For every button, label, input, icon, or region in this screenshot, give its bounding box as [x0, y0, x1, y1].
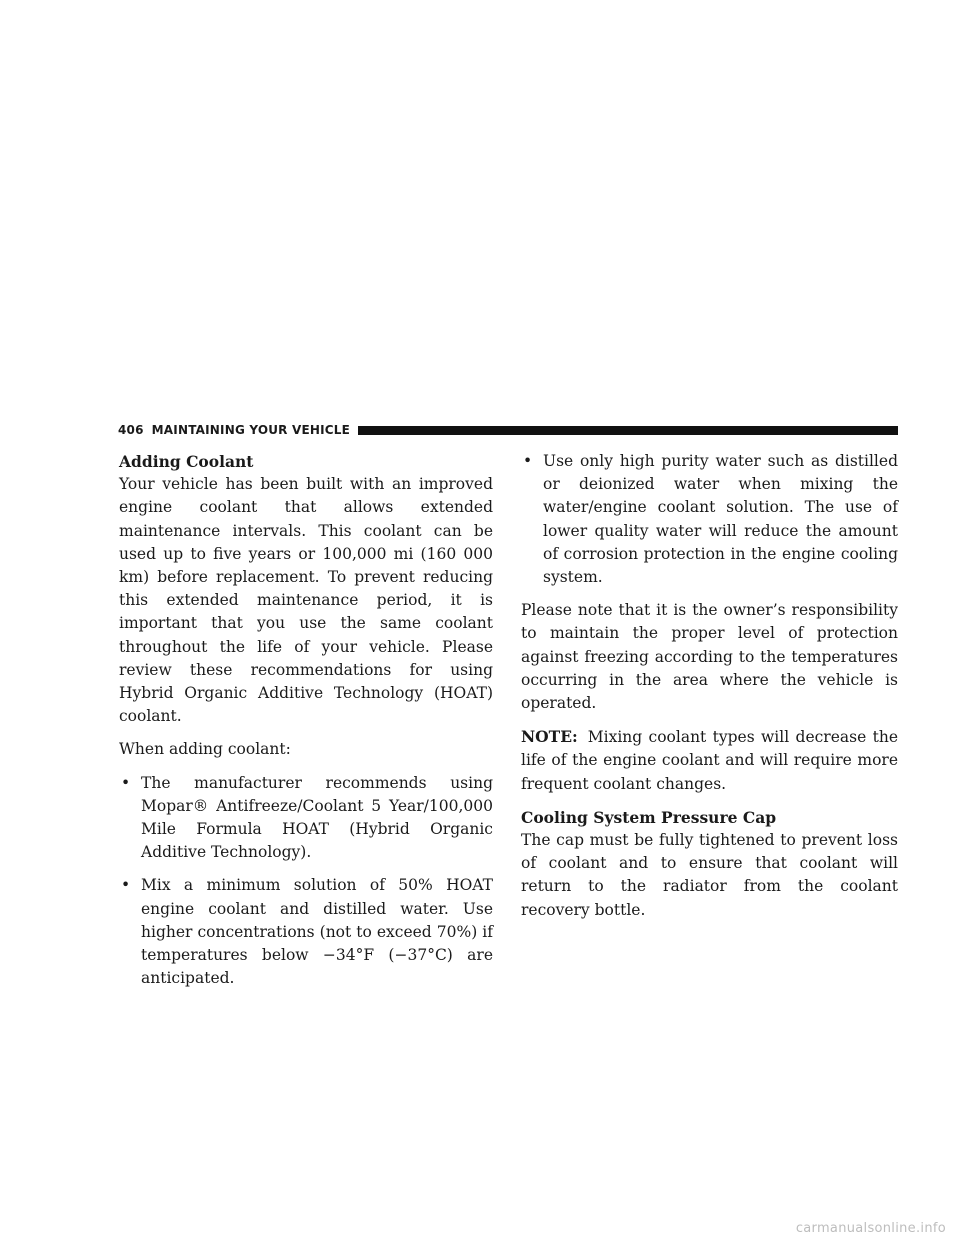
- owner-responsibility-paragraph: Please note that it is the owner’s responsibility to maintain the proper level of protection against freezing according to the temperatures occurring in the area where the vehicle is operated.: [521, 601, 898, 713]
- bullet-icon: •: [121, 773, 131, 792]
- left-column: [119, 450, 493, 1000]
- page-header: [118, 422, 898, 438]
- list-item: [521, 450, 898, 589]
- bullet-text: Mix a minimum solution of 50% HOAT engine coolant and distilled water. Use higher concentrations (not to exceed 70%) if temperatures below −34°F (−37°C) are anticipated.: [141, 876, 493, 988]
- header-rule: [358, 426, 898, 435]
- section-title: MAINTAINING YOUR VEHICLE: [151, 423, 351, 437]
- note-label: NOTE:: [521, 727, 578, 747]
- watermark: carmanualsonline.info: [795, 1221, 946, 1236]
- right-column: [521, 450, 898, 922]
- list-item: [119, 874, 493, 990]
- pressure-cap-heading: Cooling System Pressure Cap: [521, 807, 777, 827]
- page-number: 406: [118, 423, 144, 437]
- note-paragraph: [521, 725, 898, 796]
- adding-coolant-intro: Your vehicle has been built with an improved engine coolant that allows extended maintenance intervals. This coolant can be used up to five years or 100,000 mi (160 000 km) before replacement. To prevent reducing this extended maintenance period, it is important that you use the same coolant throughout the life of your vehicle. Please review these recommendations for using Hybrid Organic Additive Technology (HOAT) coolant.: [119, 475, 493, 726]
- bullet-icon: •: [121, 876, 131, 895]
- when-adding-label: When adding coolant:: [119, 740, 291, 759]
- list-item: [119, 772, 493, 865]
- bullet-text: The manufacturer recommends using Mopar® Antifreeze/Coolant 5 Year/100,000 Mile Formula HOAT (Hybrid Organic Additive Technology).: [141, 773, 493, 862]
- note-text: Mixing coolant types will decrease the life of the engine coolant and will require more frequent coolant changes.: [521, 728, 898, 793]
- bullet-text: Use only high purity water such as distilled or deionized water when mixing the water/engine coolant solution. The use of lower quality water will reduce the amount of corrosion protection in the engine cooling system.: [543, 452, 898, 587]
- pressure-cap-text: The cap must be fully tightened to prevent loss of coolant and to ensure that coolant will return to the radiator from the coolant recovery bottle.: [521, 831, 898, 919]
- adding-coolant-heading: Adding Coolant: [119, 452, 254, 471]
- bullet-icon: •: [523, 452, 533, 470]
